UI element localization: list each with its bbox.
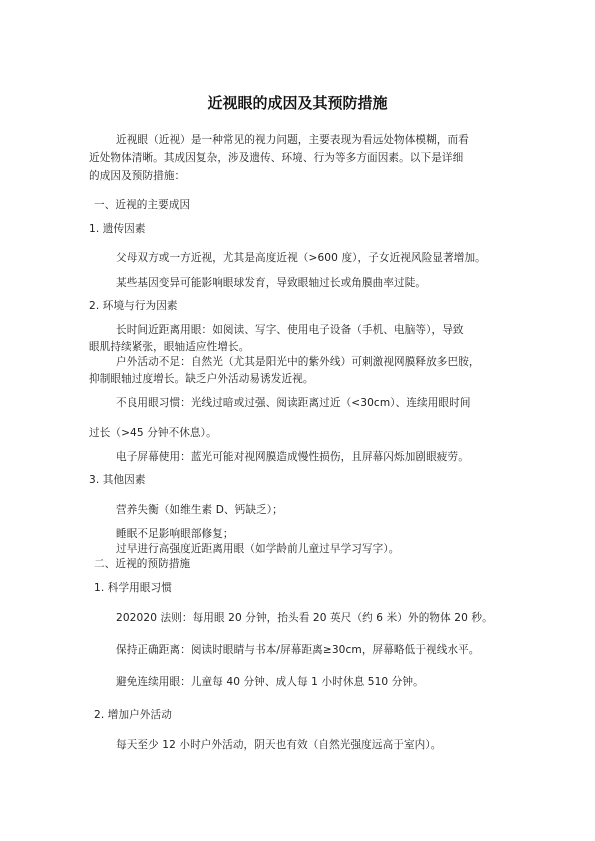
- habits-heading: 1. 科学用眼习惯: [94, 582, 172, 594]
- genetic-line-1: 父母双方或一方近视，尤其是高度近视（>600 度），子女近视风险显著增加。: [116, 252, 486, 264]
- early-study-line: 过早进行高强度近距离用眼（如学龄前儿童过早学习写字）。: [116, 543, 400, 555]
- environment-heading: 2. 环境与行为因素: [89, 300, 178, 312]
- bad-habits-line-2: 过长（>45 分钟不休息）。: [89, 427, 217, 439]
- genetic-heading: 1. 遗传因素: [89, 223, 146, 235]
- outdoor-line-1: 户外活动不足：自然光（尤其是阳光中的紫外线）可刺激视网膜释放多巴胺，: [116, 356, 480, 368]
- genetic-line-2: 某些基因变异可能影响眼球发育，导致眼轴过长或角膜曲率过陡。: [116, 277, 427, 289]
- bad-habits-line-1: 不良用眼习惯：光线过暗或过强、阅读距离过近（<30cm）、连续用眼时间: [116, 397, 471, 409]
- screen-line: 电子屏幕使用：蓝光可能对视网膜造成慢性损伤，且屏幕闪烁加剧眼疲劳。: [116, 451, 469, 463]
- section-2-heading: 二、近视的预防措施: [94, 558, 191, 570]
- distance-line: 保持正确距离：阅读时眼睛与书本/屏幕距离≥30cm，屏幕略低于视线水平。: [116, 644, 480, 656]
- close-work-line-2: 眼肌持续紧张，眼轴适应性增长。: [89, 341, 250, 353]
- intro-line-3: 的成因及预防措施：: [89, 170, 186, 182]
- outdoor-activity-heading: 2. 增加户外活动: [94, 709, 172, 721]
- other-factors-heading: 3. 其他因素: [89, 474, 146, 486]
- section-1-heading: 一、近视的主要成因: [94, 199, 191, 211]
- rule-202020-line: 202020 法则：每用眼 20 分钟，抬头看 20 英尺（约 6 米）外的物体 20 秒。: [116, 612, 493, 624]
- close-work-line-1: 长时间近距离用眼：如阅读、写字、使用电子设备（手机、电脑等），导致: [116, 324, 464, 336]
- intro-line-2: 近处物体清晰。其成因复杂，涉及遗传、环境、行为等多方面因素。以下是详细: [89, 152, 464, 164]
- outdoor-activity-line: 每天至少 12 小时户外活动，阴天也有效（自然光强度远高于室内）。: [116, 739, 442, 751]
- document-title: 近视眼的成因及其预防措施: [207, 94, 388, 112]
- nutrition-line: 营养失衡（如维生素 D、钙缺乏）；: [116, 504, 283, 516]
- intro-line-1: 近视眼（近视）是一种常见的视力问题，主要表现为看远处物体模糊，而看: [116, 134, 469, 146]
- outdoor-line-2: 抑制眼轴过度增长。缺乏户外活动易诱发近视。: [89, 373, 314, 385]
- sleep-line: 睡眠不足影响眼部修复；: [116, 528, 234, 540]
- breaks-line: 避免连续用眼：儿童每 40 分钟、成人每 1 小时休息 510 分钟。: [116, 676, 424, 688]
